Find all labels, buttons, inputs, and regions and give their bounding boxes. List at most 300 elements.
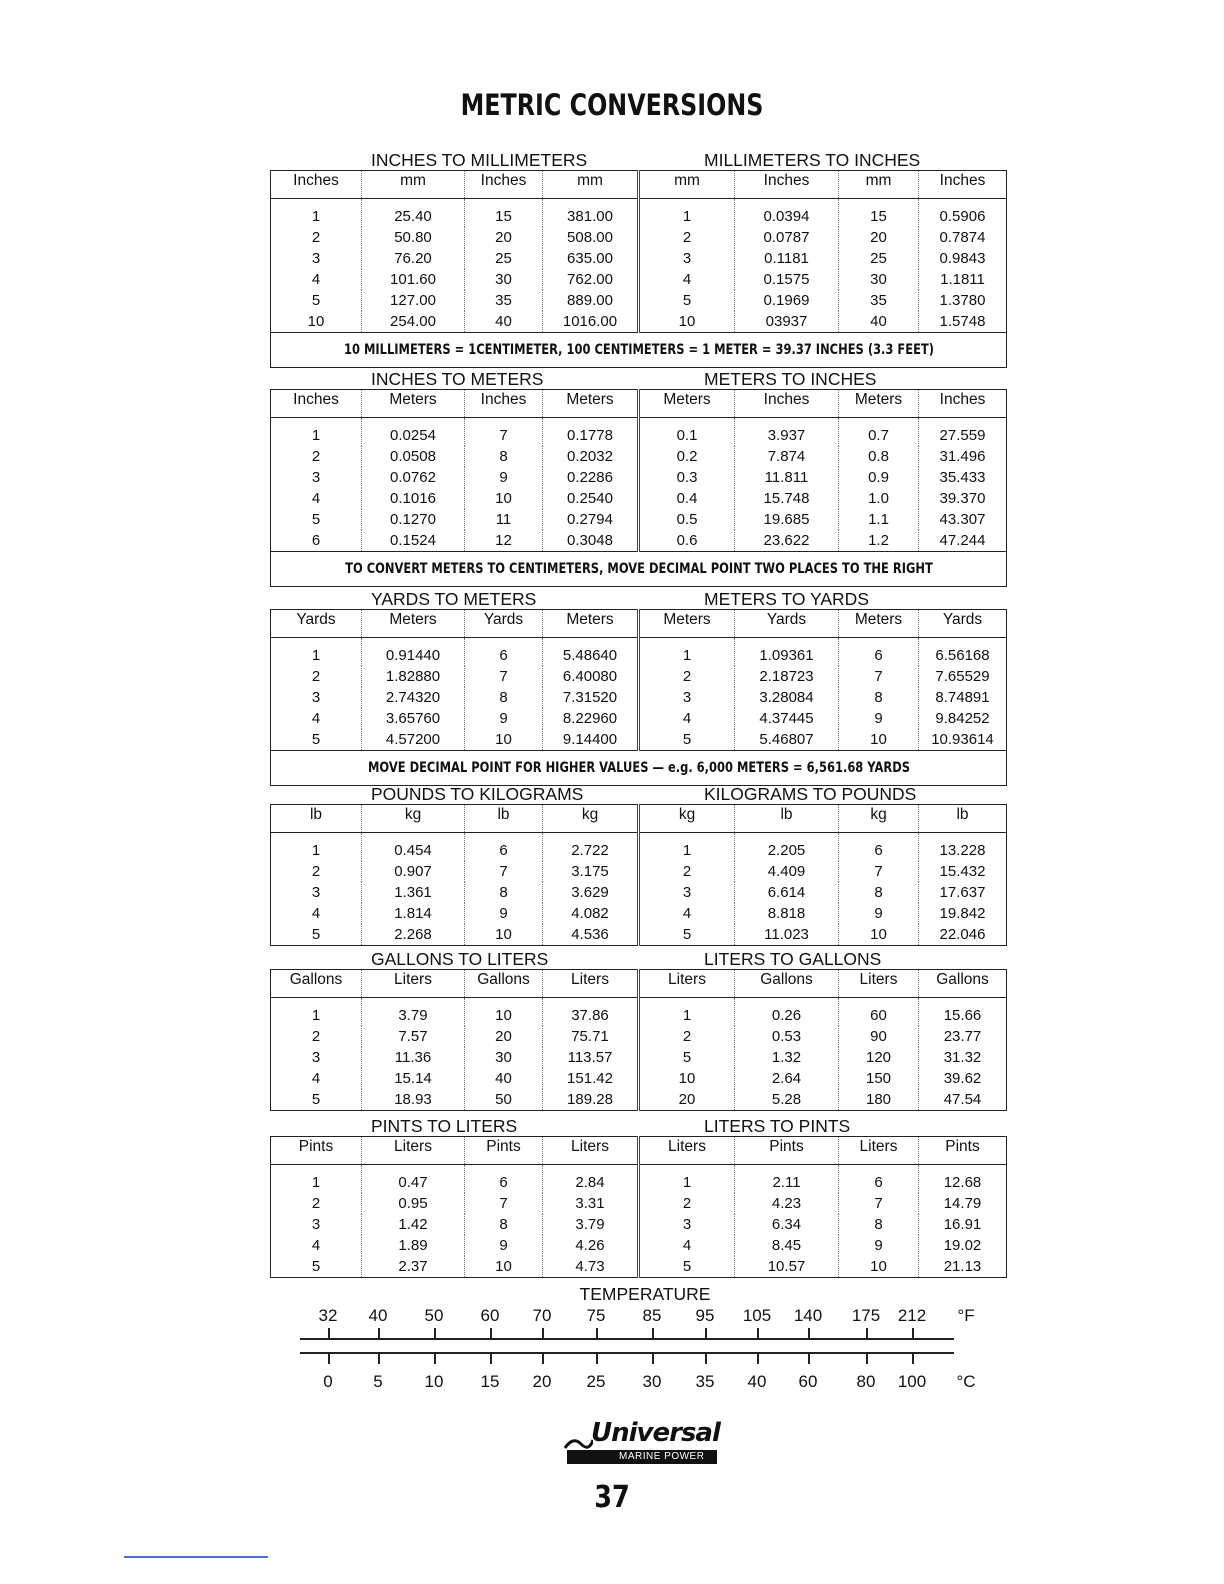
table-cell: 5 [311, 1258, 321, 1275]
table-cell: 5 [639, 1047, 735, 1068]
fahrenheit-tick [490, 1328, 492, 1338]
table-cell: 7.874 [735, 446, 839, 467]
table-cell: 9.84252 [919, 708, 1007, 729]
table-cell: 4.082 [543, 903, 639, 924]
table-cell: 0.1 [639, 418, 735, 447]
table-cell: 4.536 [543, 924, 639, 946]
table-cell: 9 [839, 903, 919, 924]
table-cell: 4 [639, 708, 735, 729]
celsius-tick [434, 1354, 436, 1364]
table-cell: 9 [465, 467, 543, 488]
conversion-table [270, 609, 1007, 786]
table-cell: 150 [839, 1068, 919, 1089]
column-header: Meters [839, 390, 919, 418]
conversion-table [270, 170, 1007, 368]
table-cell: 2.268 [362, 924, 465, 946]
table-cell: 0.907 [362, 861, 465, 882]
section-caption [270, 1116, 1006, 1136]
column-header: mm [362, 171, 465, 199]
table-cell: 8 [839, 1214, 919, 1235]
table-cell: 0.6 [639, 530, 735, 552]
table-cell: 0.1181 [735, 248, 839, 269]
celsius-label: 15 [480, 1372, 500, 1391]
wave-icon [563, 1432, 593, 1452]
column-header: kg [362, 805, 465, 833]
table-cell: 0.5 [639, 509, 735, 530]
column-header: Gallons [465, 970, 543, 998]
table-cell: 7 [465, 861, 543, 882]
table-row [271, 1068, 1007, 1089]
column-header: Liters [543, 1137, 639, 1165]
column-header: kg [639, 805, 735, 833]
table-cell: 2.64 [735, 1068, 839, 1089]
right-table-title: LITERS TO PINTS [704, 1116, 851, 1136]
column-header: Inches [919, 171, 1007, 199]
conversion-table [270, 1136, 1007, 1278]
table-cell: 6 [839, 1165, 919, 1194]
column-header: Meters [362, 390, 465, 418]
table-cell: 6 [465, 833, 543, 862]
table-cell: 4 [639, 1235, 735, 1256]
table-cell: 2 [639, 1193, 735, 1214]
celsius-label: 5 [373, 1372, 383, 1391]
table-cell: 3 [639, 882, 735, 903]
left-table-title: POUNDS TO KILOGRAMS [371, 784, 584, 804]
table-header-row [271, 171, 1007, 199]
table-cell: 25.40 [362, 199, 465, 228]
table-cell: 3.79 [362, 998, 465, 1027]
column-header: Inches [271, 171, 362, 199]
table-cell: 180 [839, 1089, 919, 1111]
table-row [271, 509, 1007, 530]
table-row [271, 311, 1007, 333]
table-cell: 15.66 [919, 998, 1007, 1027]
table-cell: 60 [839, 998, 919, 1027]
left-table-title: GALLONS TO LITERS [371, 949, 549, 969]
table-cell: 6 [465, 638, 543, 667]
table-cell: 18.93 [362, 1089, 465, 1111]
table-cell: 0.3 [639, 467, 735, 488]
table-cell: 4.409 [735, 861, 839, 882]
celsius-tick [542, 1354, 544, 1364]
table-cell: 1 [311, 1007, 321, 1024]
table-note: TO CONVERT METERS TO CENTIMETERS, MOVE DECIMAL POINT TWO PLACES TO THE RIGHT [337, 552, 941, 587]
celsius-unit: °C [956, 1372, 976, 1391]
table-cell: 39.370 [919, 488, 1007, 509]
table-cell: 7 [465, 418, 543, 447]
table-cell: 762.00 [543, 269, 639, 290]
celsius-label: 80 [856, 1372, 876, 1391]
table-cell: 1.2 [839, 530, 919, 552]
table-cell: 8 [465, 687, 543, 708]
table-cell: 15.748 [735, 488, 839, 509]
section-caption [270, 150, 1006, 170]
table-row [271, 1256, 1007, 1278]
table-cell: 3 [639, 687, 735, 708]
universal-logo [563, 1418, 719, 1468]
table-cell: 0.0254 [362, 418, 465, 447]
column-header: lb [919, 805, 1007, 833]
table-cell: 0.91440 [362, 638, 465, 667]
table-cell: 0.0394 [735, 199, 839, 228]
table-cell: 6 [465, 1165, 543, 1194]
table-cell: 0.2540 [543, 488, 639, 509]
table-cell: 8.818 [735, 903, 839, 924]
table-cell: 43.307 [919, 509, 1007, 530]
column-header: Inches [919, 390, 1007, 418]
table-cell: 8 [465, 446, 543, 467]
table-row [271, 666, 1007, 687]
column-header: Pints [465, 1137, 543, 1165]
celsius-label: 60 [798, 1372, 818, 1391]
table-cell: 8 [839, 687, 919, 708]
fahrenheit-label: 75 [586, 1306, 606, 1325]
right-table-title: METERS TO INCHES [704, 369, 877, 389]
column-header: lb [465, 805, 543, 833]
table-cell: 1.1 [839, 509, 919, 530]
table-cell: 1.89 [362, 1235, 465, 1256]
column-header: Pints [735, 1137, 839, 1165]
column-header: lb [735, 805, 839, 833]
table-row [271, 1235, 1007, 1256]
table-cell: 35.433 [919, 467, 1007, 488]
right-table-title: MILLIMETERS TO INCHES [704, 150, 921, 170]
note-row [271, 552, 1007, 587]
table-cell: 4 [311, 271, 321, 288]
table-cell: 2 [311, 448, 321, 465]
table-cell: 6.614 [735, 882, 839, 903]
table-cell: 3 [311, 1216, 321, 1233]
fahrenheit-tick [434, 1328, 436, 1338]
table-cell: 6.56168 [919, 638, 1007, 667]
table-cell: 1.42 [362, 1214, 465, 1235]
table-cell: 2.11 [735, 1165, 839, 1194]
fahrenheit-tick [652, 1328, 654, 1338]
table-row [271, 638, 1007, 667]
table-cell: 10 [639, 311, 735, 333]
celsius-label: 25 [586, 1372, 606, 1391]
table-cell: 7 [839, 861, 919, 882]
conversion-table [270, 969, 1007, 1111]
conversion-section [270, 949, 1006, 1111]
celsius-label: 20 [532, 1372, 552, 1391]
celsius-label: 10 [424, 1372, 444, 1391]
table-cell: 13.228 [919, 833, 1007, 862]
table-cell: 2.205 [735, 833, 839, 862]
table-cell: 508.00 [543, 227, 639, 248]
table-cell: 5 [311, 731, 321, 748]
celsius-label: 0 [323, 1372, 333, 1391]
fahrenheit-label: 175 [851, 1306, 881, 1325]
table-cell: 8 [465, 1214, 543, 1235]
table-cell: 3 [639, 248, 735, 269]
table-cell: 31.32 [919, 1047, 1007, 1068]
column-header: Meters [839, 610, 919, 638]
table-cell: 0.2794 [543, 509, 639, 530]
table-cell: 5 [311, 292, 321, 309]
table-cell: 4.37445 [735, 708, 839, 729]
column-header: Meters [639, 610, 735, 638]
fahrenheit-tick [705, 1328, 707, 1338]
table-cell: 1.361 [362, 882, 465, 903]
table-cell: 2 [639, 227, 735, 248]
table-header-row [271, 805, 1007, 833]
table-cell: 2 [311, 1028, 321, 1045]
table-cell: 15 [839, 199, 919, 228]
table-cell: 1.32 [735, 1047, 839, 1068]
celsius-axis [300, 1352, 954, 1354]
table-cell: 23.77 [919, 1026, 1007, 1047]
table-cell: 254.00 [362, 311, 465, 333]
celsius-label: 30 [642, 1372, 662, 1391]
column-header: Liters [839, 970, 919, 998]
table-cell: 7.31520 [543, 687, 639, 708]
table-row [271, 488, 1007, 509]
table-cell: 127.00 [362, 290, 465, 311]
table-cell: 3 [311, 250, 321, 267]
column-header: Gallons [271, 970, 362, 998]
fahrenheit-label: 40 [368, 1306, 388, 1325]
celsius-tick [705, 1354, 707, 1364]
fahrenheit-label: 140 [793, 1306, 823, 1325]
table-cell: 10 [839, 729, 919, 751]
table-cell: 25 [465, 248, 543, 269]
table-cell: 30 [465, 1047, 543, 1068]
table-cell: 2 [311, 1195, 321, 1212]
column-header: Liters [839, 1137, 919, 1165]
table-row [271, 269, 1007, 290]
table-cell: 0.1016 [362, 488, 465, 509]
table-cell: 3 [311, 1049, 321, 1066]
column-header: mm [543, 171, 639, 199]
table-cell: 8.22960 [543, 708, 639, 729]
celsius-label: 40 [747, 1372, 767, 1391]
table-cell: 5.28 [735, 1089, 839, 1111]
table-cell: 889.00 [543, 290, 639, 311]
note-row [271, 751, 1007, 786]
fahrenheit-label: 32 [318, 1306, 338, 1325]
table-cell: 30 [839, 269, 919, 290]
table-cell: 11.811 [735, 467, 839, 488]
fahrenheit-label: 212 [897, 1306, 927, 1325]
column-header: Yards [465, 610, 543, 638]
table-note: MOVE DECIMAL POINT FOR HIGHER VALUES — e.g. 6,000 METERS = 6,561.68 YARDS [337, 751, 941, 786]
table-row [271, 1165, 1007, 1194]
table-cell: 3 [311, 884, 321, 901]
table-cell: 1 [311, 842, 321, 859]
table-cell: 14.79 [919, 1193, 1007, 1214]
table-cell: 120 [839, 1047, 919, 1068]
table-cell: 20 [465, 1026, 543, 1047]
column-header: Inches [271, 390, 362, 418]
right-table-title: METERS TO YARDS [704, 589, 869, 609]
table-cell: 6 [311, 532, 321, 549]
table-cell: 0.1270 [362, 509, 465, 530]
column-header: Inches [465, 390, 543, 418]
column-header: Liters [543, 970, 639, 998]
conversion-table [270, 389, 1007, 587]
table-cell: 10.57 [735, 1256, 839, 1278]
table-cell: 101.60 [362, 269, 465, 290]
table-row [271, 1214, 1007, 1235]
table-cell: 6 [839, 833, 919, 862]
table-row [271, 1026, 1007, 1047]
table-cell: 19.842 [919, 903, 1007, 924]
left-table-title: YARDS TO METERS [371, 589, 537, 609]
table-cell: 0.7 [839, 418, 919, 447]
table-cell: 6 [839, 638, 919, 667]
column-header: kg [543, 805, 639, 833]
table-cell: 2.84 [543, 1165, 639, 1194]
table-cell: 1.3780 [919, 290, 1007, 311]
table-cell: 40 [465, 311, 543, 333]
table-cell: 25 [839, 248, 919, 269]
celsius-label: 35 [695, 1372, 715, 1391]
table-cell: 1 [639, 998, 735, 1027]
celsius-tick [378, 1354, 380, 1364]
table-row [271, 687, 1007, 708]
table-cell: 1 [311, 647, 321, 664]
table-cell: 7 [839, 1193, 919, 1214]
table-cell: 3 [311, 469, 321, 486]
column-header: kg [839, 805, 919, 833]
temperature-title: TEMPERATURE [579, 1284, 711, 1304]
celsius-tick [328, 1354, 330, 1364]
table-row [271, 1193, 1007, 1214]
table-cell: 4 [311, 1070, 321, 1087]
table-cell: 11 [465, 509, 543, 530]
table-cell: 4.23 [735, 1193, 839, 1214]
table-row [271, 998, 1007, 1027]
table-row [271, 903, 1007, 924]
table-cell: 5 [311, 926, 321, 943]
table-cell: 2.74320 [362, 687, 465, 708]
table-cell: 2 [311, 863, 321, 880]
table-cell: 15.432 [919, 861, 1007, 882]
table-cell: 0.1524 [362, 530, 465, 552]
table-cell: 2 [311, 229, 321, 246]
table-cell: 9 [465, 708, 543, 729]
table-cell: 0.1969 [735, 290, 839, 311]
column-header: Gallons [919, 970, 1007, 998]
fahrenheit-tick [378, 1328, 380, 1338]
table-cell: 3.65760 [362, 708, 465, 729]
page-title: METRIC CONVERSIONS [460, 88, 764, 122]
table-cell: 0.1778 [543, 418, 639, 447]
table-cell: 0.3048 [543, 530, 639, 552]
table-cell: 20 [639, 1089, 735, 1111]
table-cell: 1 [311, 208, 321, 225]
table-cell: 0.47 [362, 1165, 465, 1194]
table-cell: 5 [639, 729, 735, 751]
table-cell: 5 [639, 924, 735, 946]
column-header: Inches [735, 390, 839, 418]
table-cell: 0.454 [362, 833, 465, 862]
table-cell: 7 [465, 1193, 543, 1214]
table-cell: 0.53 [735, 1026, 839, 1047]
table-cell: 5 [639, 290, 735, 311]
conversion-section [270, 589, 1006, 786]
column-header: Pints [919, 1137, 1007, 1165]
conversion-table [270, 804, 1007, 946]
column-header: Yards [919, 610, 1007, 638]
table-cell: 3.28084 [735, 687, 839, 708]
celsius-tick [757, 1354, 759, 1364]
fahrenheit-unit: °F [957, 1306, 975, 1325]
table-cell: 15.14 [362, 1068, 465, 1089]
table-cell: 0.8 [839, 446, 919, 467]
celsius-tick [652, 1354, 654, 1364]
table-row [271, 227, 1007, 248]
celsius-tick [490, 1354, 492, 1364]
table-cell: 8 [465, 882, 543, 903]
celsius-tick [866, 1354, 868, 1364]
table-cell: 47.244 [919, 530, 1007, 552]
footer-rule [124, 1556, 268, 1558]
table-row [271, 248, 1007, 269]
section-caption [270, 369, 1006, 389]
column-header: Liters [362, 1137, 465, 1165]
table-cell: 4 [311, 490, 321, 507]
table-cell: 19.685 [735, 509, 839, 530]
table-row [271, 199, 1007, 228]
table-cell: 35 [465, 290, 543, 311]
table-cell: 2 [639, 666, 735, 687]
table-cell: 0.4 [639, 488, 735, 509]
table-cell: 113.57 [543, 1047, 639, 1068]
fahrenheit-tick [912, 1328, 914, 1338]
table-cell: 7 [465, 666, 543, 687]
conversion-section [270, 369, 1006, 587]
left-table-title: INCHES TO METERS [371, 369, 544, 389]
table-cell: 10.93614 [919, 729, 1007, 751]
table-cell: 2 [311, 668, 321, 685]
table-cell: 4 [311, 1237, 321, 1254]
table-row [271, 467, 1007, 488]
table-cell: 15 [465, 199, 543, 228]
fahrenheit-tick [542, 1328, 544, 1338]
table-cell: 0.7874 [919, 227, 1007, 248]
table-cell: 0.5906 [919, 199, 1007, 228]
table-header-row [271, 610, 1007, 638]
table-cell: 50 [465, 1089, 543, 1111]
table-cell: 27.559 [919, 418, 1007, 447]
table-cell: 1 [311, 427, 321, 444]
table-cell: 1.1811 [919, 269, 1007, 290]
table-row [271, 729, 1007, 751]
table-cell: 10 [465, 729, 543, 751]
table-cell: 5.46807 [735, 729, 839, 751]
table-cell: 3 [639, 1214, 735, 1235]
table-cell: 31.496 [919, 446, 1007, 467]
table-cell: 6.34 [735, 1214, 839, 1235]
table-cell: 1.82880 [362, 666, 465, 687]
table-cell: 7.57 [362, 1026, 465, 1047]
table-cell: 23.622 [735, 530, 839, 552]
table-cell: 0.2 [639, 446, 735, 467]
table-cell: 9.14400 [543, 729, 639, 751]
section-caption [270, 589, 1006, 609]
conversion-section [270, 150, 1006, 368]
table-cell: 1 [639, 833, 735, 862]
table-cell: 11.36 [362, 1047, 465, 1068]
fahrenheit-label: 85 [642, 1306, 662, 1325]
fahrenheit-label: 60 [480, 1306, 500, 1325]
table-cell: 4.73 [543, 1256, 639, 1278]
column-header: Yards [271, 610, 362, 638]
column-header: Pints [271, 1137, 362, 1165]
table-cell: 75.71 [543, 1026, 639, 1047]
